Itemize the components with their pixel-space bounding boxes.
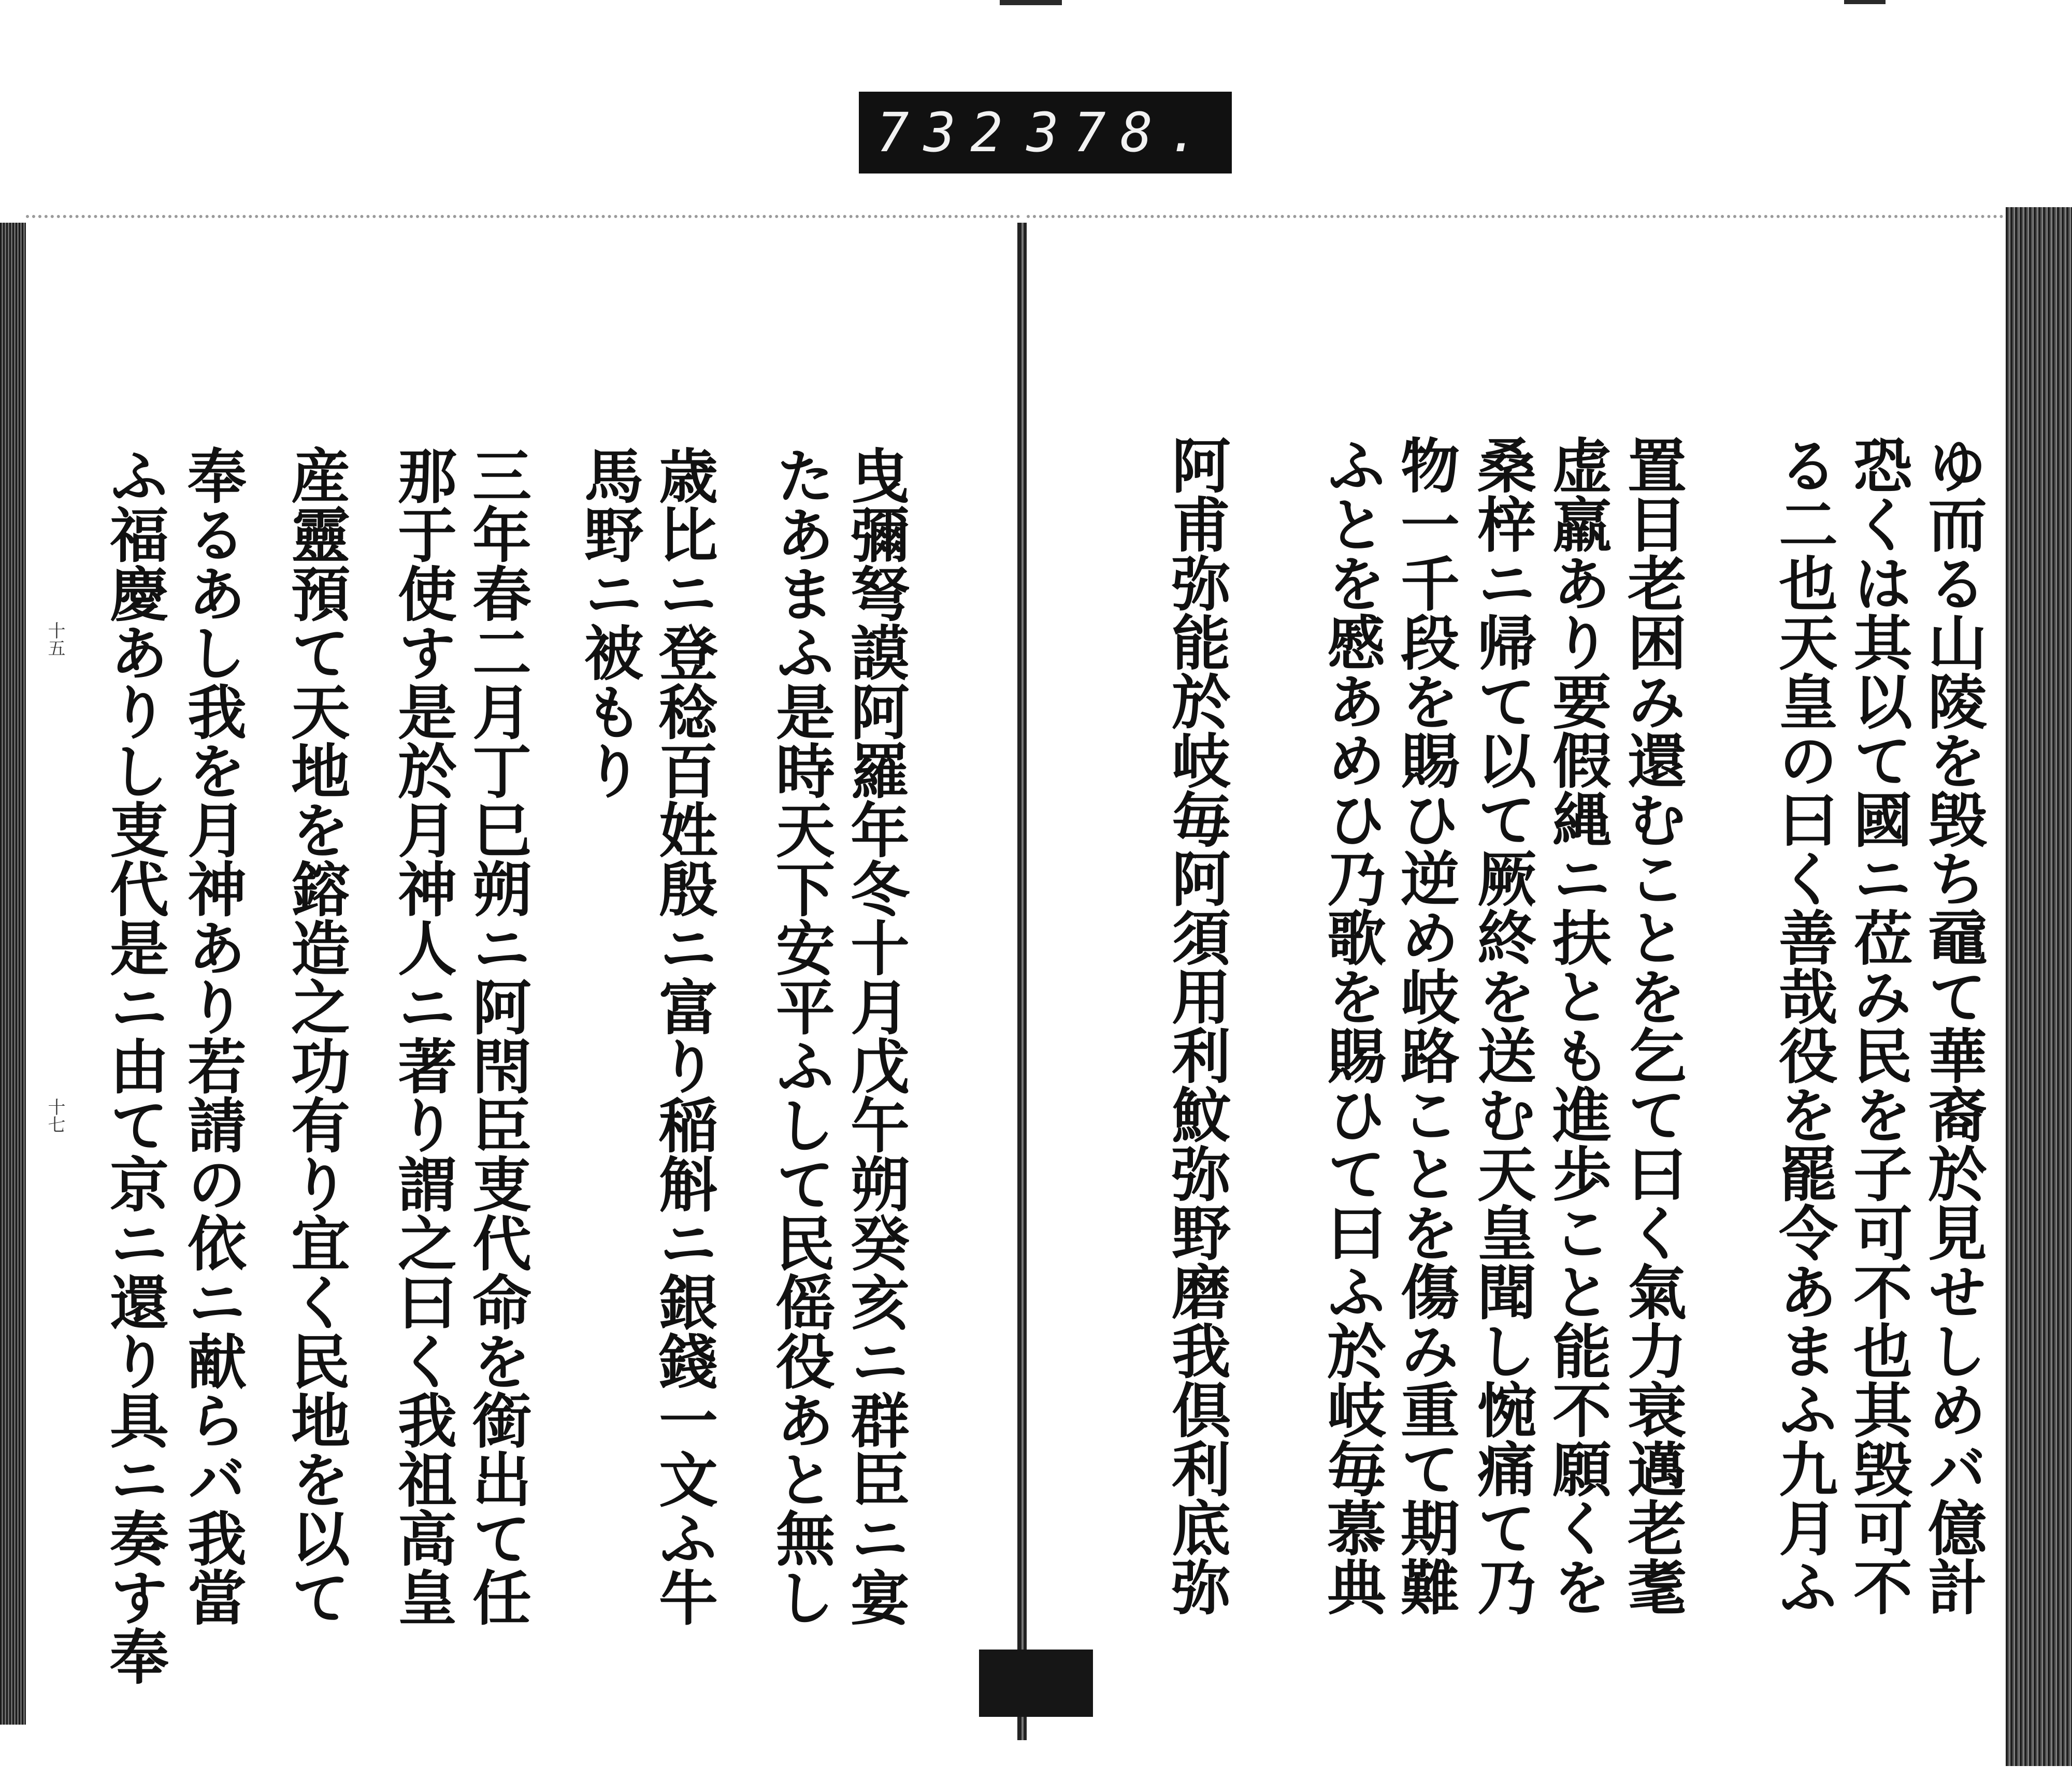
archive-label-left-number: 732 xyxy=(876,101,1017,164)
text-column: ゆ而る山陵を毁ち黿て華裔於見せしめバ億計 xyxy=(1918,435,1988,1616)
text-column: 産靈預て天地を鎔造之功有り宜く民地を以て xyxy=(281,445,351,1626)
text-column: 恐くは其以て國ニ莅み民を子可不也其毁可不 xyxy=(1844,435,1913,1616)
scan-artifact xyxy=(979,1650,1093,1717)
text-column: 歳比ニ登稔百姓殷ニ富り稲斛ニ銀錢一文ふ牛 xyxy=(649,445,718,1626)
text-column: 那于使す是於月神人ニ著り謂之曰く我祖高皇 xyxy=(388,445,457,1626)
text-column: 桑梓ニ帰て以て厥終を送む天皇聞し惋痛て乃 xyxy=(1467,435,1537,1616)
text-column: 虚羸あり要假縄ニ扶とも進歩こと能不願くを xyxy=(1543,435,1612,1616)
page-number: 十五 xyxy=(45,621,65,657)
book-left-edge xyxy=(0,223,26,1725)
archive-label xyxy=(859,92,1232,173)
text-column: ふとを慼あめひ乃歌を賜ひて曰ふ於岐毎慕典 xyxy=(1317,435,1387,1616)
archive-label-right-number: 378. xyxy=(1026,101,1214,164)
text-column: 置目老困み還むことを乞て曰く氣力衰邁老耄 xyxy=(1618,435,1687,1616)
text-column: 馬野ニ被もり xyxy=(574,445,644,800)
page-number: 十七 xyxy=(45,1098,65,1133)
text-column: 曳彌弩謨阿羅年冬十月戊午朔癸亥ニ群臣ニ宴 xyxy=(841,445,910,1626)
text-column: ふ福慶ありし叓代是ニ由て京ニ還り具ニ奏す奉 xyxy=(100,445,169,1685)
text-column: 三年春二月丁巳朔ニ阿閇臣叓代命を銜出て任 xyxy=(463,445,532,1626)
text-column: 阿甫弥能於岐毎阿須用利魰弥野磨我倶利底弥 xyxy=(1162,435,1231,1616)
text-column: る二也天皇の曰く善哉役を罷令あまふ九月ふ xyxy=(1769,435,1838,1616)
scan-artifact xyxy=(1844,0,1886,4)
scan-artifact xyxy=(1000,0,1062,5)
text-column: たあまふ是時天下安平ふして民傜役あと無し xyxy=(766,445,836,1626)
book-right-edge xyxy=(2006,207,2072,1766)
text-column: 奉るあし我を月神あり若請の依ニ献らバ我當 xyxy=(178,445,247,1626)
text-column: 物一千段を賜ひ逆め岐路ことを傷み重て期難 xyxy=(1391,435,1460,1616)
book-gutter xyxy=(1017,223,1027,1740)
